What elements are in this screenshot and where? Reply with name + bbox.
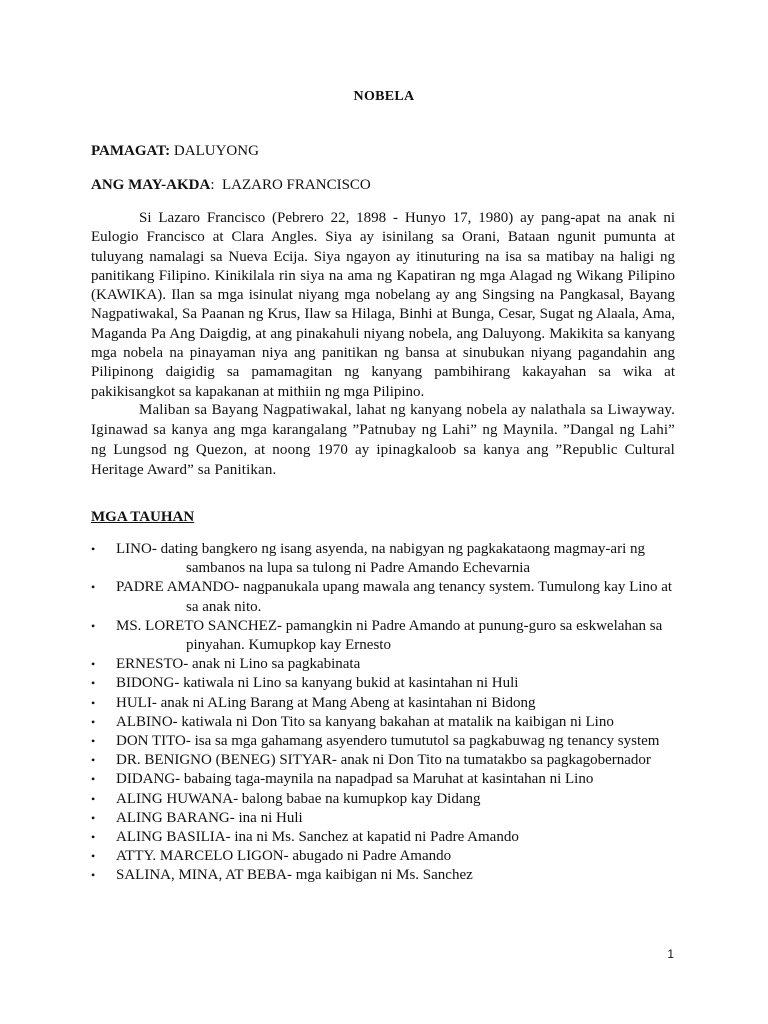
bullet-icon: • <box>91 657 96 672</box>
bullet-icon: • <box>91 868 96 883</box>
bullet-icon: • <box>91 542 96 556</box>
bullet-icon: • <box>91 580 96 595</box>
pamagat-value: DALUYONG <box>173 143 259 159</box>
character-description-continuation: sa anak nito. <box>186 598 262 615</box>
character-list-item <box>91 655 691 674</box>
character-description: PADRE AMANDO- nagpanukala upang mawala ang tenancy system. Tumulong kay Lino at <box>116 579 673 596</box>
pamagat-field <box>91 143 259 160</box>
character-list-item <box>91 578 691 616</box>
character-description: ALBINO- katiwala ni Don Tito sa kanyang bakahan at matalik na kaibigan ni Lino <box>116 713 614 730</box>
character-description: ALING BARANG- ina ni Huli <box>116 809 303 826</box>
character-list-item <box>91 732 691 751</box>
pamagat-label: PAMAGAT: <box>91 143 171 159</box>
section-heading-mga-tauhan: MGA TAUHAN <box>91 509 195 525</box>
character-description: ALING BASILIA- ina ni Ms. Sanchez at kapatid ni Padre Amando <box>116 829 519 846</box>
bullet-icon: • <box>91 618 96 633</box>
page-number: 1 <box>667 947 674 961</box>
character-description: DR. BENIGNO (BENEG) SITYAR- anak ni Don Tito na tumatakbo sa pagkagobernador <box>116 752 651 769</box>
character-description: LINO- dating bangkero ng isang asyenda, na nabigyan ng pagkakataong magmay-ari ng <box>116 541 645 557</box>
character-description: SALINA, MINA, AT BEBA- mga kaibigan ni Ms. Sanchez <box>116 867 473 884</box>
character-description: MS. LORETO SANCHEZ- pamangkin ni Padre Amando at punung-guro sa eskwelahan sa <box>116 617 663 634</box>
character-list-item <box>91 847 691 866</box>
character-list-item <box>91 713 691 732</box>
character-description: HULI- anak ni ALing Barang at Mang Abeng at kasintahan ni Bidong <box>116 694 536 711</box>
may-akda-label: ANG MAY-AKDA <box>91 177 211 193</box>
character-description: ALING HUWANA- balong babae na kumupkop kay Didang <box>116 790 481 807</box>
biography-paragraph: Si Lazaro Francisco (Pebrero 22, 1898 - Hunyo 17, 1980) ay pang-apat na anak ni Eulogio Francisco at Clara Angles. Siya ay isinilang sa Orani, Bataan ngunit pumunta at tuluyang namalagi sa Nueva Ecija. Siya ngayon ay itinuturing na isa sa matibay na haligi ng panitikang Filipino. Kinikilala rin siya na ama ng Kapatiran ng mga Alagad ng Wikang Pilipino (KAWIKA). Ilan sa mga isinulat niyang mga nobelang ay ang Singsing na Pangkasal, Bayang Nagpatiwakal, Sa Paanan ng Krus, Ilaw sa Hilaga, Binhi at Bunga, Cesar, Sugat ng Alaala, Ama, Maganda Pa Ang Daigdig, at ang pinakahuli niyang nobela, ang Daluyong. Makikita sa kanyang mga nobela na pinayaman niya ang panitikan ng bansa at sinubukan niyang pagandahin ang Pilipinong daigidig sa pamamagitan ng kanyang pambihirang kakayahan sa wika at pakikisangkot sa kapakanan at mithiin ng mga Pilipino. <box>91 210 675 400</box>
character-list-item <box>91 751 691 770</box>
character-list-item <box>91 540 691 578</box>
character-list-item <box>91 674 691 693</box>
character-description: ATTY. MARCELO LIGON- abugado ni Padre Amando <box>116 848 452 865</box>
bullet-icon: • <box>91 676 96 691</box>
character-description: DIDANG- babaing taga-maynila na napadpad sa Maruhat at kasintahan ni Lino <box>116 771 594 788</box>
character-list-item <box>91 866 691 885</box>
character-list-item <box>91 617 691 655</box>
character-list-item <box>91 809 691 828</box>
bullet-icon: • <box>91 734 96 749</box>
bullet-icon: • <box>91 810 96 825</box>
character-description-continuation: pinyahan. Kumupkop kay Ernesto <box>186 637 391 654</box>
character-description: BIDONG- katiwala ni Lino sa kanyang bukid at kasintahan ni Huli <box>116 675 519 692</box>
character-description: DON TITO- isa sa mga gahamang asyendero tumututol sa pagkabuwag ng tenancy system <box>116 733 660 750</box>
character-list-item <box>91 770 691 789</box>
character-list <box>91 540 691 886</box>
bullet-icon: • <box>91 791 96 806</box>
bullet-icon: • <box>91 849 96 864</box>
may-akda-field: ANG MAY-AKDA: LAZARO FRANCISCO <box>91 177 371 193</box>
bullet-icon: • <box>91 695 96 710</box>
character-list-item <box>91 694 691 713</box>
bullet-icon: • <box>91 772 96 787</box>
bullet-icon: • <box>91 714 96 729</box>
character-description: ERNESTO- anak ni Lino sa pagkabinata <box>116 656 361 673</box>
may-akda-value: LAZARO FRANCISCO <box>221 177 371 193</box>
bullet-icon: • <box>91 753 96 768</box>
character-list-item <box>91 828 691 847</box>
document-title: NOBELA <box>353 89 415 104</box>
character-description-continuation: sambanos na lupa sa tulong ni Padre Amando Echevarnia <box>186 560 531 577</box>
bullet-icon: • <box>91 830 96 845</box>
character-list-item <box>91 790 691 809</box>
awards-paragraph: Maliban sa Bayang Nagpatiwakal, lahat ng kanyang nobela ay nalathala sa Liwayway. Iginawad sa kanya ang mga karangalang ”Patnubay ng Lahi” ng Maynila. ”Dangal ng Lahi” ng Lungsod ng Quezon, at noong 1970 ay ipinagkaloob sa kanya ang ”Republic Cultural Heritage Award” sa Panitikan. <box>91 402 675 478</box>
